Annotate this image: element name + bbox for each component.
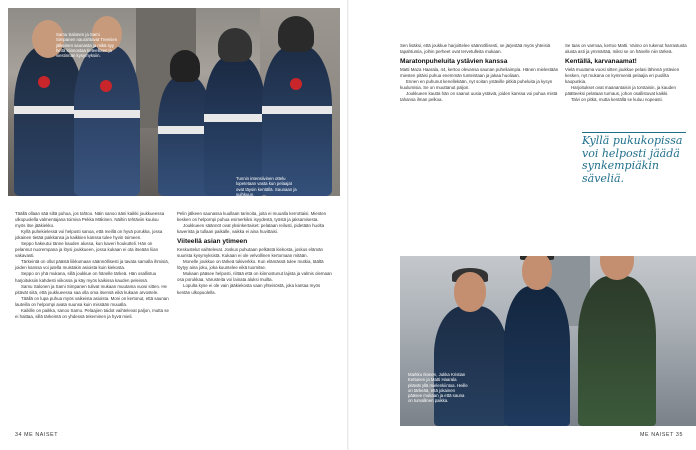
right-column-2 — [565, 43, 689, 103]
left-column-2 — [177, 211, 333, 296]
paragraph: Matti Maza Haarala, 44, kertoo olevansa saunan puheliaimpia. Hänen mielestään miesten pitäisi puhua enemmän tunteistaan ja jakaa huoliaan. — [400, 67, 559, 79]
paragraph: Joukkueen kautta hän on saanut uusia ystäviä, joiden kanssa voi puhua mistä tahansa ilman pelkoa. — [400, 91, 558, 103]
paragraph: Kyllä puhekielessä voi helposti sanoa, että meillä on hyvä porukka, jossa jokainen tietää paikkansa ja kaikkien kanssa tulee hyvin toimeen. — [15, 229, 163, 241]
spread-gutter — [347, 0, 349, 450]
paragraph: Joukkueen säännöt ovat yksinkertaiset: pelataan reilusti, pidetään huolta kaverista ja tullaan paikalle, vaikka ei aina huvittaisi. — [177, 223, 325, 235]
photo-caption-bottom: Tunnin intensiivinen ottelu lopetetaan vasta kun pelaajat ovat täysin kentällä. Saunaan ja suihkuun. — [236, 176, 297, 196]
player-2 — [74, 46, 140, 196]
paragraph: Samu Salonen ja Sami Simpanen tulivat mukaan muutama vuosi sitten. He pitävät siitä, että joukkueessa saa olla oma itsensä eikä kukaan arvostele. — [15, 283, 167, 295]
photo-caption-top: Samu Salonen ja Sami Simpanen naurahtavat Treenien jälkeinen saunasta ja mikä syy heitä kiinnostaa tieteellisen ja viestinnän kysymyksiin. — [56, 32, 118, 59]
paragraph: Sen lisäksi, että joukkue harjoittelee säännöllisesti, se järjestää myös yhteisiä tapahtumia, joihin perheet ovat tervetulleita mukaan. — [400, 43, 551, 55]
section-heading: Maratonpuheluita ystävien kanssa — [400, 58, 508, 66]
paragraph: Täällä ollaan sää siltä puhua, jos tahtoo. Näin sanoo ääni kaikki joukkueessa ulkopuolella valmentajana toimiva Pekka Mäkinen. Näihin tehtäviin kuuluu myös itse jääkiekko. — [15, 211, 165, 229]
paragraph: Talvi on pitkä, mutta kentällä se kuluu nopeasti. — [571, 97, 663, 103]
paragraph: Täällä on lupa puhua myös vaikeista asioista. Moni on kertonut, että saunan lauteilla on helpompi avata suunsa kuin missään muualla. — [15, 295, 169, 307]
paragraph: Seppo on yhä mukana, sillä joukkue on hänelle tärkeä. Hän osallistuu harjoituksiin kahdesti viikossa ja käy myös kaikissa kauden peleissä. — [15, 271, 157, 283]
team-photo-left — [8, 8, 340, 196]
paragraph: Monelle joukkue on tärkeä tukiverkko. Kun elämässä tulee mutkia, täältä löytyy aina joku, joka kuuntelee eikä tuomitse. — [177, 259, 324, 271]
paragraph: Mukaan pääsee helposti, riittää että on kiinnostunut lajista ja valmis olemaan osa porukkaa. Varusteita voi lainata aluksi muilta. — [177, 271, 332, 283]
folio-right: ME NAISET 35 — [640, 432, 684, 438]
pull-quote: Kyllä pukukopissa voi helposti jäädä synkempiäkin säveliä. — [582, 134, 683, 185]
paragraph: Keskustelut vaihtelevat. Joskus puhutaan pelkästä kiekosta, joskus elämän suurista kysymyksistä. Kukaan ei ole velvollinen kertomaan mitään. — [177, 247, 323, 259]
folio-left: 34 ME NAISET — [15, 432, 59, 438]
paragraph: Lopulta kyse ei ole vain jääkiekosta vaan yhteisöstä, joka kantaa myös kentän ulkopuolella. — [177, 283, 321, 295]
man-1 — [434, 306, 508, 426]
man-3 — [578, 276, 656, 426]
paragraph: Seppo hakeutui tänne kauden alussa, kun kaveri houkutteli. Hän on pelannut nuorempana ja löysi joukkueen, jossa kukaan ei ota itseään liian vakavasti. — [15, 241, 159, 259]
left-column-1 — [15, 211, 170, 320]
photo-caption-right: Markku Ikonen, Jukka Kristian Kettunen ja Matti Haarala pitävät yllä mielenkiintoa. Heille on tärkeää, että jokainen pääsee mukaan ja että sauna on turvallinen paikka. — [408, 372, 468, 404]
paragraph: Vielä muutama vuosi sitten joukkue pelasi lähinnä ystävien kesken, nyt mukana on kymmeniä pelaajia eri puolilta kaupunkia. — [565, 67, 680, 85]
right-column-1 — [400, 43, 560, 103]
paragraph: Tärkeintä on ollut päästä liikkumaan säännöllisesti ja tavata samalla ihmisiä, joiden kanssa voi jutella muistakin asioista kuin kiekosta. — [15, 259, 169, 271]
paragraph: Se taas on varmaa, kertoo Matti. Vaimo on tukenut harrastusta alusta asti ja ymmärtää, miksi se on hänelle niin tärkeä. — [565, 43, 687, 55]
paragraph: Harjoitukset ovat maanantaisin ja torstaisin, ja kauden päätteeksi pelataan turnaus, johon osallistuvat kaikki. — [565, 85, 676, 97]
man-2 — [504, 286, 570, 426]
paragraph: Ennen en puhunut kenellekään, nyt soitan ystäville pitkiä puheluita ja kysyn kuulumisia. Se on muuttanut paljon. — [400, 79, 553, 91]
section-heading: Kentällä, karvanaamat! — [565, 58, 637, 66]
player-4 — [204, 56, 266, 196]
player-5 — [262, 46, 332, 196]
paragraph: Kaikille on paikka, sanoo Samu. Pelaajien taidot vaihtelevat paljon, mutta se ei haittaa, sillä tärkeintä on yhdessä tekeminen ja hyvä mieli. — [15, 307, 169, 319]
paragraph: Pelin jälkeen saunassa kuullaan tarinoita, joita ei muualla kerrottaisi. Miesten kesken on helpompi puhua esimerkiksi isyydestä, työstä ja jaksamisesta. — [177, 211, 327, 223]
pull-quote-rule — [582, 132, 686, 133]
section-heading: Viiteellä asian ytimeen — [177, 238, 248, 246]
